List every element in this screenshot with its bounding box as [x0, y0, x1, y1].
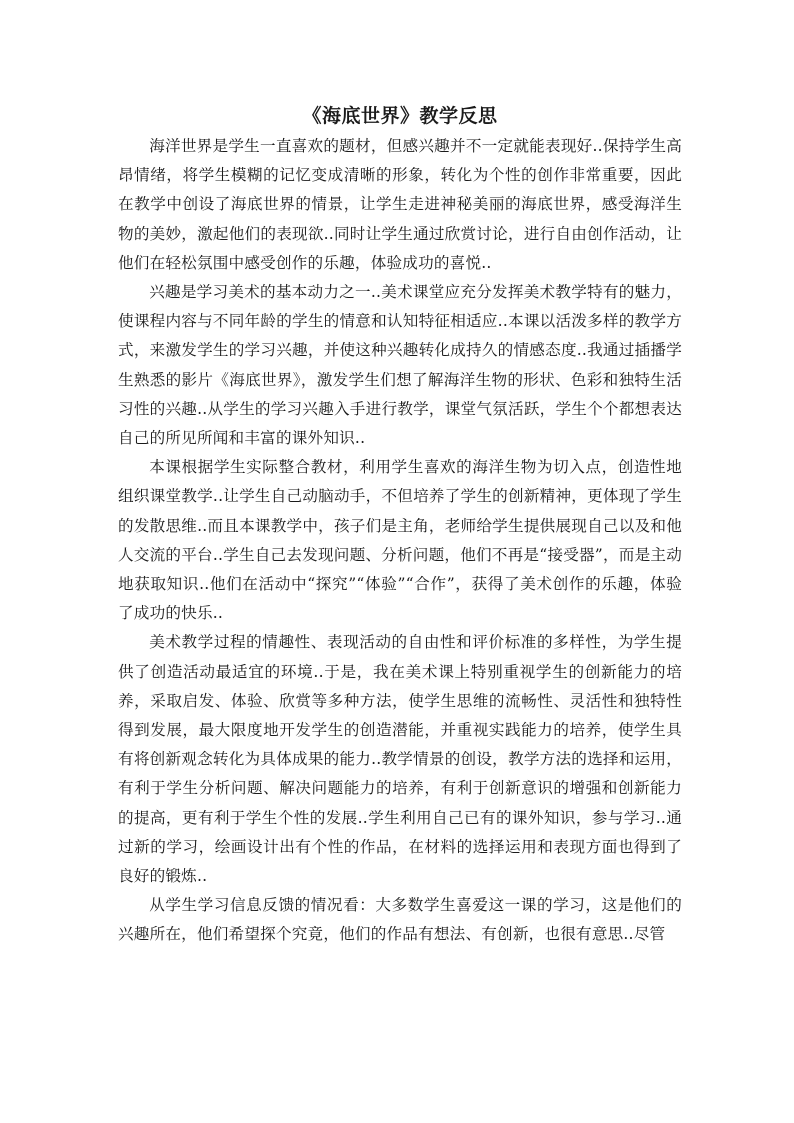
paragraph-1: 海洋世界是学生一直喜欢的题材，但感兴趣并不一定就能表现好..保持学生高昂情绪，将学生模糊的记忆变成清晰的形象，转化为个性的创作非常重要，因此在教学中创设了海底世界的情景，让学生走进神秘美丽的海底世界，感受海洋生物的美妙，激起他们的表现欲..同时让学生通过欣赏讨论，进行自由创作活动，让他们在轻松氛围中感受创作的乐趣，体验成功的喜悦..: [118, 137, 682, 272]
paragraph-3: 本课根据学生实际整合教材，利用学生喜欢的海洋生物为切入点，创造性地组织课堂教学..让学生自己动脑动手，不但培养了学生的创新精神，更体现了学生的发散思维..而且本课教学中，孩子们是主角，老师给学生提供展现自己以及和他人交流的平台..学生自己去发现问题、分析问题，他们不再是“接受器”，而是主动地获取知识..他们在活动中“探究”“体验”“合作”，获得了美术创作的乐趣，体验了成功的快乐..: [118, 458, 682, 623]
paragraph-5: 从学生学习信息反馈的情况看：大多数学生喜爱这一课的学习，这是他们的兴趣所在，他们希望探个究竟，他们的作品有想法、有创新，也很有意思..尽管: [118, 896, 682, 944]
document-page: [118, 102, 682, 950]
paragraph-4: 美术教学过程的情趣性、表现活动的自由性和评价标准的多样性，为学生提供了创造活动最适宜的环境..于是，我在美术课上特别重视学生的创新能力的培养，采取启发、体验、欣赏等多种方法，使学生思维的流畅性、灵活性和独特性得到发展，最大限度地开发学生的创造潜能，并重视实践能力的培养，使学生具有将创新观念转化为具体成果的能力..教学情景的创设，教学方法的选择和运用，有利于学生分析问题、解决问题能力的培养，有利于创新意识的增强和创新能力的提高，更有利于学生个性的发展..学生利用自己已有的课外知识，参与学习..通过新的学习，绘画设计出有个性的作品，在材料的选择运用和表现方面也得到了良好的锻炼..: [118, 633, 682, 886]
paragraph-2: 兴趣是学习美术的基本动力之一..美术课堂应充分发挥美术教学特有的魅力，使课程内容与不同年龄的学生的情意和认知特征相适应..本课以活泼多样的教学方式，来激发学生的学习兴趣，并使这种兴趣转化成持久的情感态度..我通过插播学生熟悉的影片《海底世界》，激发学生们想了解海洋生物的形状、色彩和独特生活习性的兴趣..从学生的学习兴趣入手进行教学，课堂气氛活跃，学生个个都想表达自己的所见所闻和丰富的课外知识..: [118, 283, 682, 448]
document-title: 《海底世界》教学反思: [302, 105, 498, 127]
